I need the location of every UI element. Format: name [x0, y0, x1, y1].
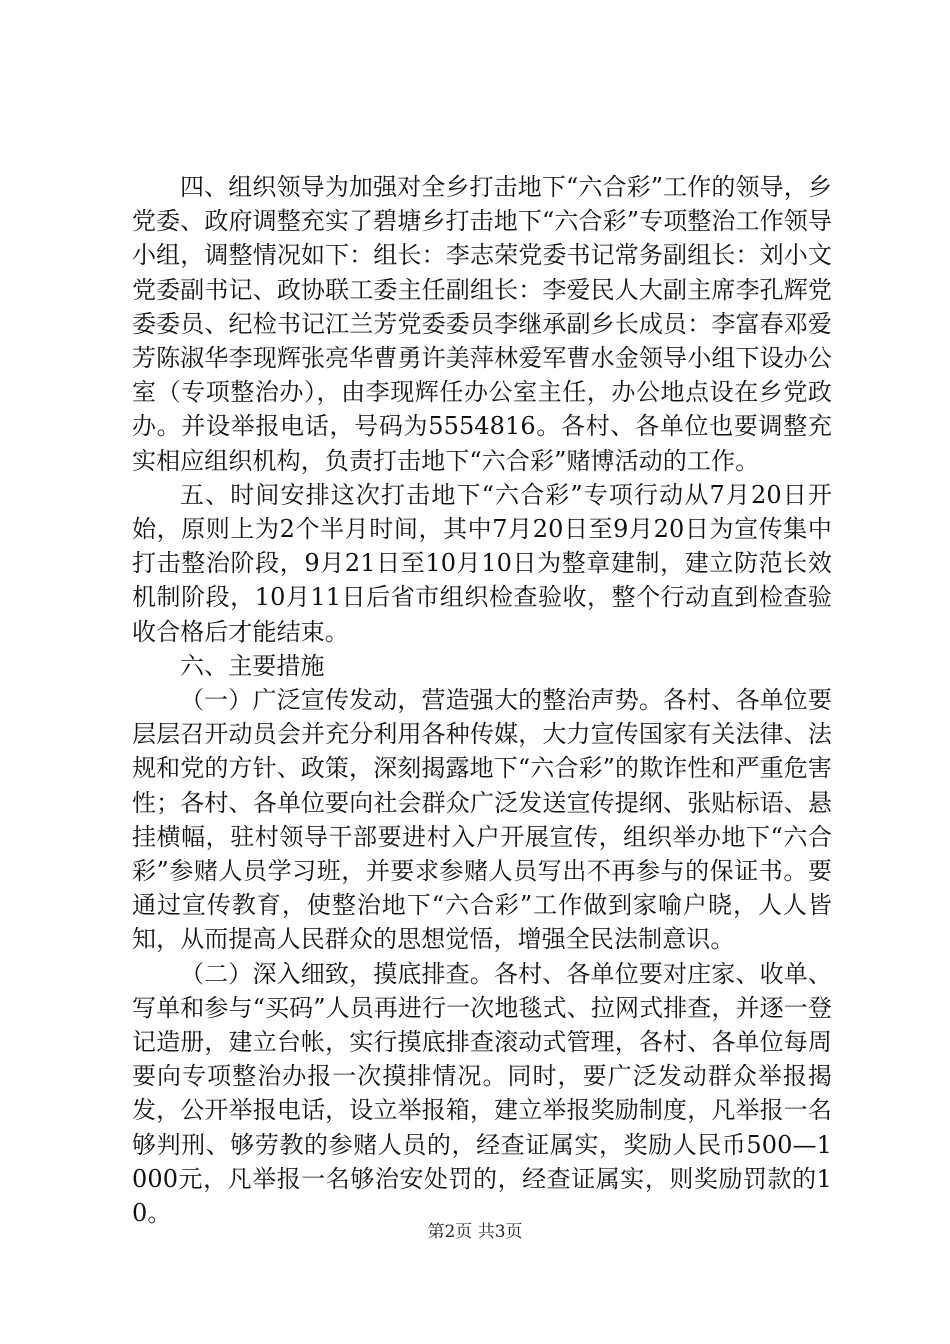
document-body [132, 170, 832, 1230]
section-heading-measures: 六、主要措施 [180, 651, 325, 680]
paragraph-organization: 四、组织领导为加强对全乡打击地下“六合彩”工作的领导，乡党委、政府调整充实了碧塘乡打击地下“六合彩”专项整治工作领导小组，调整情况如下：组长：李志荣党委书记常务副组长：刘小文党委副书记、政协联工委主任副组长：李爱民人大副主席李孔辉党委委员、纪检书记江兰芳党委委员李继承副乡长成员：李富春邓爱芳陈淑华李现辉张亮华曹勇许美萍林爱军曹水金领导小组下设办公室（专项整治办），由李现辉任办公室主任，办公地点设在乡党政办。并设举报电话，号码为5554816。各村、各单位也要调整充实相应组织机构，负责打击地下“六合彩”赌博活动的工作。 [132, 173, 832, 475]
paragraph-schedule: 五、时间安排这次打击地下“六合彩”专项行动从7月20日开始，原则上为2个半月时间，其中7月20日至9月20日为宣传集中打击整治阶段，9月21日至10月10日为整章建制，建立防范长效机制阶段，10月11日后省市组织检查验收，整个行动直到检查验收合格后才能结束。 [132, 480, 832, 646]
page-number-footer: 第2页 共3页 [427, 1222, 523, 1242]
paragraph-investigation: （二）深入细致，摸底排查。各村、各单位要对庄家、收单、写单和参与“买码”人员再进行一次地毯式、拉网式排查，并逐一登记造册，建立台帐，实行摸底排查滚动式管理，各村、各单位每周要向专项整治办报一次摸排情况。同时，要广泛发动群众举报揭发，公开举报电话，设立举报箱，建立举报奖励制度，凡举报一名够判刑、够劳教的参赌人员的，经查证属实，奖励人民币500—1000元，凡举报一名够治安处罚的，经查证属实，则奖励罚款的10。 [132, 959, 832, 1228]
paragraph-publicity: （一）广泛宣传发动，营造强大的整治声势。各村、各单位要层层召开动员会并充分利用各种传媒，大力宣传国家有关法律、法规和党的方针、政策，深刻揭露地下“六合彩”的欺诈性和严重危害性；各村、各单位要向社会群众广泛发送宣传提纲、张贴标语、悬挂横幅，驻村领导干部要进村入户开展宣传，组织举办地下“六合彩”参赌人员学习班，并要求参赌人员写出不再参与的保证书。要通过宣传教育，使整治地下“六合彩”工作做到家喻户晓，人人皆知，从而提高人民群众的思想觉悟，增强全民法制意识。 [132, 686, 832, 954]
